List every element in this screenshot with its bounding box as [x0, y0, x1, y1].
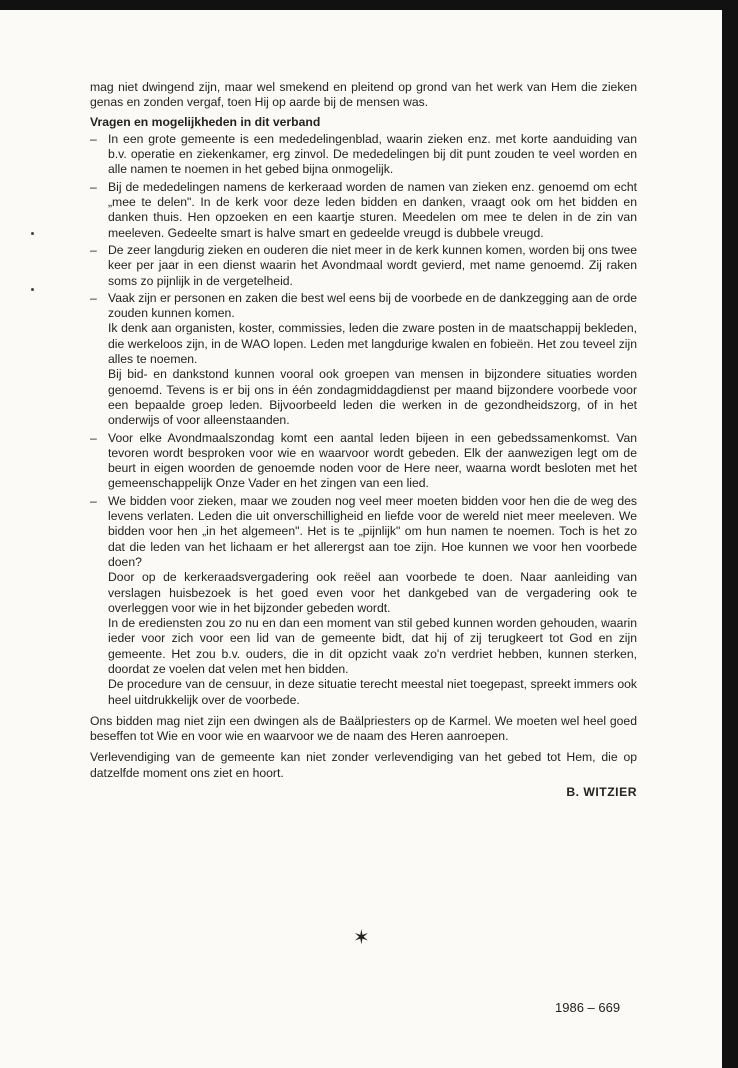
item-paragraph: Bij bid- en dankstond kunnen vooral ook groepen van mensen in bijzondere situaties worden genoemd. Tevens is er bij ons in één zondagmiddagdienst per maand bijzondere voorbede voor een bepaalde groep leden. Bijvoorbeeld leden die werken in de gezondheidszorg, of in het onderwijs of voor alleenstaanden. [108, 367, 637, 428]
closing-paragraph: Verlevendiging van de gemeente kan niet zonder verlevendiging van het gebed tot Hem, die op datzelfde moment ons ziet en hoort. [90, 750, 637, 780]
dash-bullet: – [90, 290, 97, 305]
item-paragraph: In een grote gemeente is een mededelingenblad, waarin zieken enz. met korte aanduiding van b.v. operatie en ziekenkamer, erg zinvol. De mededelingen bij dit punt zouden te veel worden en alle namen te noemen in het gebed bijna onmogelijk. [108, 131, 637, 177]
list-item [90, 180, 637, 241]
dash-bullet: – [90, 493, 97, 508]
item-paragraph: Voor elke Avondmaalszondag komt een aantal leden bijeen in een gebedssamenkomst. Van tevoren wordt besproken voor wie en waarvoor wordt gebeden. Elk der aanwezigen legt om de beurt in eigen woorden de genoemde noden voor de Here neer, waarna wordt besloten met het gemeenschappelijk Onze Vader en het zingen van een lied. [108, 430, 637, 491]
dash-bullet: – [90, 430, 97, 445]
margin-mark [31, 288, 34, 291]
item-paragraph: De zeer langdurig zieken en ouderen die niet meer in de kerk kunnen komen, worden bij ons twee keer per jaar in een dienst waarin het Avondmaal wordt gevierd, met name genoemd. Zij raken soms zo pijnlijk in de vergetelheid. [108, 242, 637, 288]
article-body [90, 80, 637, 800]
list-item [90, 291, 637, 429]
item-paragraph: Bij de mededelingen namens de kerkeraad worden de namen van zieken enz. genoemd om echt „mee te delen". In de kerk voor deze leden bidden en danken, vraagt ook om het bidden en danken thuis. Hen opzoeken en een kaartje sturen. Meedelen om mee te delen in de zin van meeleven. Gedeelte smart is halve smart en gedeelde vreugd is dubbele vreugd. [108, 179, 637, 240]
item-paragraph: Door op de kerkeraadsvergadering ook reëel aan voorbede te doen. Naar aanleiding van verslagen huisbezoek is het goed even voor het dankgebed van de vergadering ook te overleggen voor wie in het bijzonder gebeden wordt. [108, 570, 637, 615]
item-paragraph: Ik denk aan organisten, koster, commissies, leden die zware posten in de maatschappij bekleden, die werkeloos zijn, in de WAO lopen. Leden met langdurige kwalen en fobieën. Het zou teveel zijn alles te noemen. [108, 321, 637, 367]
scan-right-edge [722, 0, 738, 1068]
list-item [90, 132, 637, 178]
dash-bullet: – [90, 242, 97, 257]
section-heading: Vragen en mogelijkheden in dit verband [90, 114, 321, 129]
item-paragraph: De procedure van de censuur, in deze situatie terecht meestal niet toegepast, spreekt immers ook heel uitdrukkelijk over de voorbede. [108, 677, 637, 707]
scan-top-edge [0, 0, 738, 10]
intro-paragraph: mag niet dwingend zijn, maar wel smekend en pleitend op grond van het werk van Hem die zieken genas en zonden vergaf, toen Hij op aarde bij de mensen was. [90, 80, 637, 110]
dash-bullet: – [90, 131, 97, 146]
margin-mark [31, 232, 34, 235]
item-paragraph: In de erediensten zou zo nu en dan een moment van stil gebed kunnen worden gehouden, waarin ieder voor zich voor een lid van de gemeente bidt, dat hij of zij terugkeert tot God en zijn gemeente. Het zou b.v. ouders, die in dit opzicht vaak zo'n verdriet hebben, kunnen sterken, doordat ze voelen dat velen met hen bidden. [108, 616, 637, 676]
list-item [90, 243, 637, 289]
page-number: 1986 – 669 [555, 1000, 621, 1015]
dash-bullet: – [90, 179, 97, 194]
star-ornament-icon: ✶ [353, 925, 370, 949]
item-paragraph: Vaak zijn er personen en zaken die best wel eens bij de voorbede en de dankzegging aan de orde zouden kunnen komen. [108, 290, 637, 321]
list-item [90, 494, 637, 708]
closing-paragraph: Ons bidden mag niet zijn een dwingen als de Baälpriesters op de Karmel. We moeten wel heel goed beseffen tot Wie en voor wie en waarvoor we de naam des Heren aanroepen. [90, 713, 637, 744]
author-signature: B. WITZIER [566, 785, 637, 800]
list-item [90, 431, 637, 492]
item-paragraph: We bidden voor zieken, maar we zouden nog veel meer moeten bidden voor hen die de weg des levens verlaten. Leden die uit onverschilligheid en liefde voor de wereld niet meer meeleven. We bidden voor hen „in het algemeen". Het is te „pijnlijk" om hun namen te noemen. Toch is het zo dat die leden van het lichaam er het allerergst aan toe zijn. Hoe kunnen we voor hen voorbede doen? [108, 493, 637, 569]
